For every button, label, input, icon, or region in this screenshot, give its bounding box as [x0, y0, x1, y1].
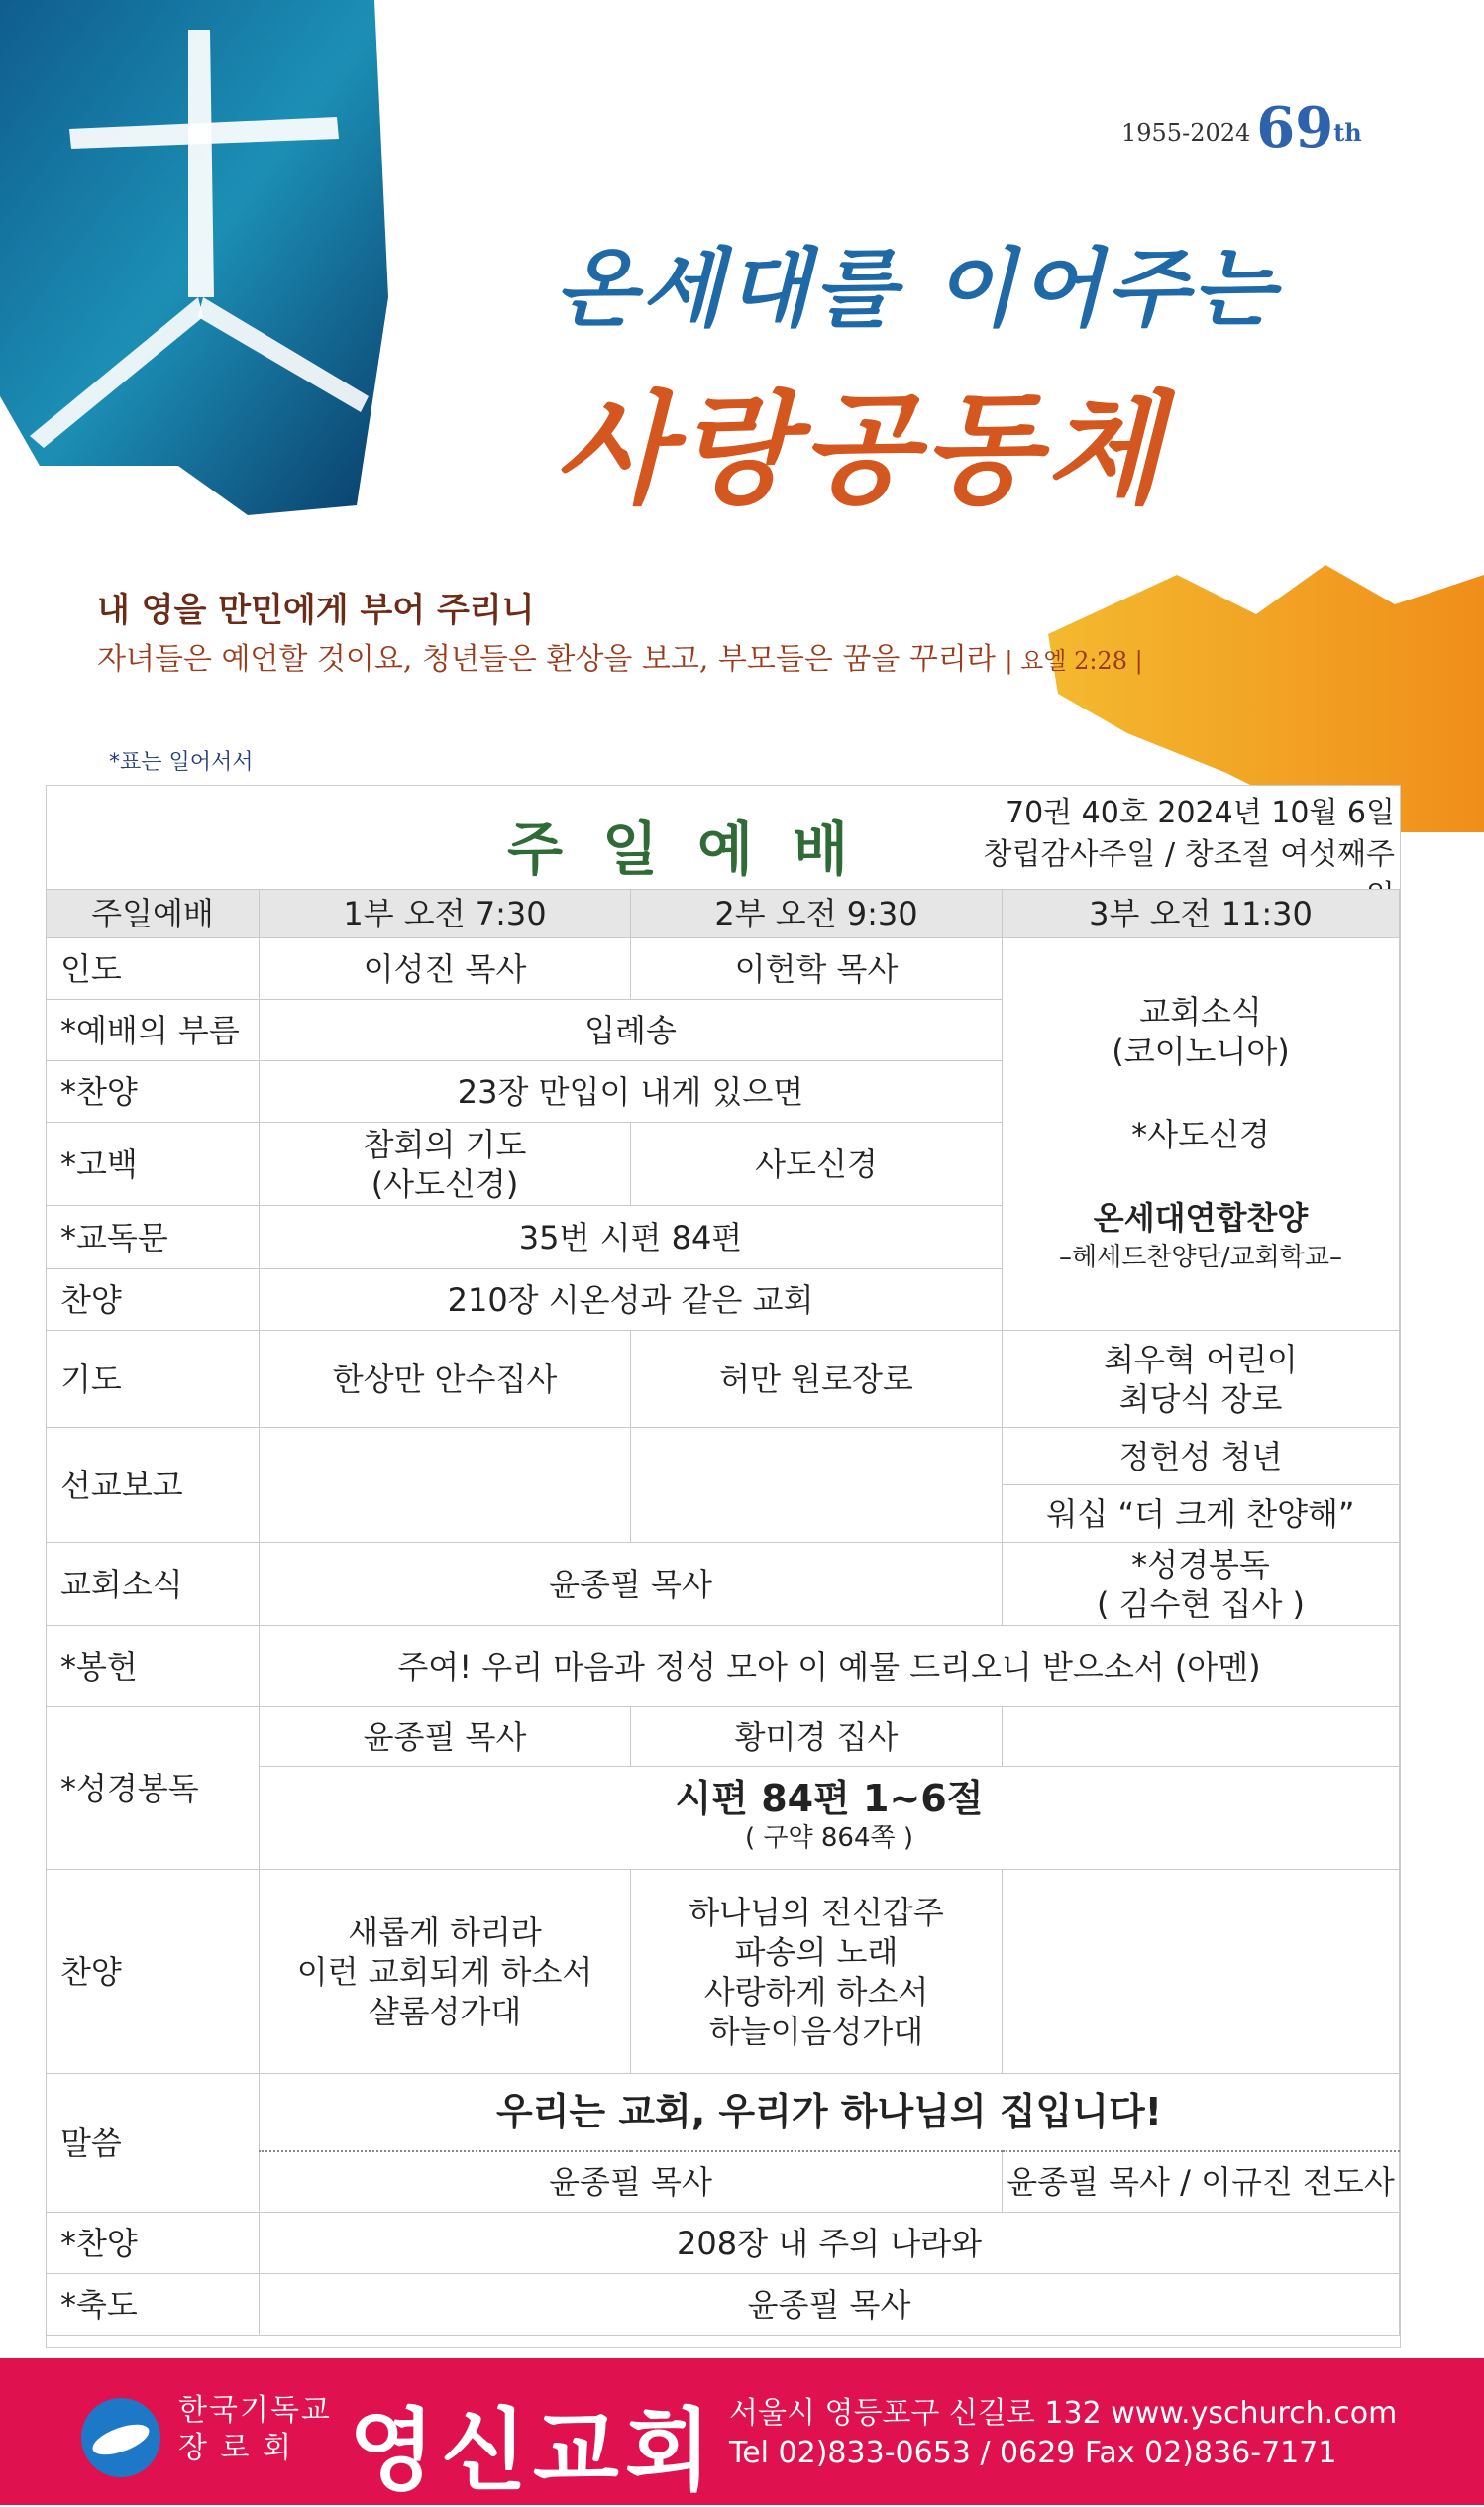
row-label: *고백	[47, 1123, 260, 1206]
issue-number: 70권 40호 2024년 10월 6일	[1005, 796, 1395, 830]
anthem-s1-choir: 샬롬성가대	[368, 1992, 522, 2030]
table-row	[47, 2213, 1400, 2274]
header-cell: 2부 오전 9:30	[631, 890, 1003, 938]
table-header-row	[47, 890, 1400, 938]
row-label: *찬양	[47, 1061, 260, 1123]
anthem-s1-line1: 새롭게 하리라	[348, 1912, 542, 1951]
cell: 한상만 안수집사	[260, 1331, 631, 1428]
cell: 윤종필 목사	[260, 2151, 1003, 2213]
table-row	[47, 1331, 1400, 1428]
row-label: *성경봉독	[47, 1707, 260, 1870]
row-label: 찬양	[47, 1269, 260, 1331]
cell: 윤종필 목사	[260, 2274, 1400, 2336]
standing-note: *표는 일어서서	[109, 750, 254, 775]
scripture-page: ( 구약 864쪽 )	[744, 1822, 914, 1853]
cell: 입례송	[260, 1000, 1003, 1061]
table-row	[47, 1707, 1400, 1767]
table-row	[47, 938, 1400, 1000]
row-label: *예배의 부름	[47, 1000, 260, 1061]
row-label: *찬양	[47, 2213, 260, 2274]
cell: 윤종필 목사	[260, 1543, 1003, 1626]
cell	[260, 1123, 631, 1206]
cell: 이헌학 목사	[631, 938, 1003, 1000]
anniversary-suffix: th	[1333, 118, 1362, 147]
row-label: 말씀	[47, 2074, 260, 2213]
cell: 정헌성 청년	[1003, 1428, 1400, 1485]
cell: 윤종필 목사	[260, 1707, 631, 1767]
cell	[1003, 1707, 1400, 1767]
table-row	[47, 1428, 1400, 1485]
worship-title: 주일예배	[507, 816, 889, 883]
anthem-s2-line3: 사랑하게 하소서	[703, 1972, 929, 2011]
row-label: 기도	[47, 1331, 260, 1428]
cell	[1003, 1543, 1400, 1626]
header-cell: 3부 오전 11:30	[1003, 890, 1400, 938]
table-row	[47, 2074, 1400, 2151]
table-row	[47, 1543, 1400, 1626]
row-label: 선교보고	[47, 1428, 260, 1543]
cross-brush-artwork	[0, 0, 396, 515]
cell: 워십 “더 크게 찬양해”	[1003, 1485, 1400, 1543]
verse-body	[97, 634, 1143, 678]
cell	[631, 1428, 1003, 1543]
table-row	[47, 2274, 1400, 2336]
table-row	[47, 1870, 1400, 2074]
denomination	[178, 2392, 332, 2467]
cell: 허만 원로장로	[631, 1331, 1003, 1428]
prayer-s3-line2: 최당식 장로	[1118, 1379, 1283, 1418]
header-cell: 주일예배	[47, 890, 260, 938]
cell: 35번 시편 84편	[260, 1206, 1003, 1269]
anthem-s2-choir: 하늘이음성가대	[708, 2012, 924, 2050]
cell	[1003, 1331, 1400, 1428]
table-row	[47, 1626, 1400, 1707]
s3-creed: *사도신경	[1131, 1115, 1270, 1153]
cell	[260, 1870, 631, 2074]
church-logo-icon	[81, 2398, 160, 2477]
church-contact	[729, 2394, 1397, 2473]
cell	[260, 1767, 1400, 1870]
worship-order-table	[46, 889, 1400, 2336]
row-label: *봉헌	[47, 1626, 260, 1707]
theme-title-line2: 사랑공동체	[555, 378, 1169, 520]
theme-title-line1: 온세대를 이어주는	[555, 239, 1279, 339]
header-cell: 1부 오전 7:30	[260, 890, 631, 938]
anniversary-years	[1121, 95, 1362, 161]
issue-subtitle: 창립감사주일 / 창조절 여섯째주	[983, 837, 1395, 872]
row-label: *축도	[47, 2274, 260, 2336]
verse-reference: | 요엘 2:28 |	[1005, 647, 1143, 675]
anniversary-number: 69	[1256, 95, 1334, 161]
cell: 210장 시온성과 같은 교회	[260, 1269, 1003, 1331]
denomination-line1: 한국기독교	[178, 2393, 332, 2428]
cell	[631, 1870, 1003, 2074]
row-label: 인도	[47, 938, 260, 1000]
cell: 윤종필 목사 / 이규진 전도사	[1003, 2151, 1400, 2213]
cell: 사도신경	[631, 1123, 1003, 1206]
denomination-line2: 장 로 회	[178, 2431, 294, 2465]
anthem-s1-line2: 이런 교회되게 하소서	[296, 1952, 593, 1991]
service3-block	[1003, 938, 1400, 1331]
cell: 23장 만입이 내게 있으면	[260, 1061, 1003, 1123]
verse-text: 자녀들은 예언할 것이요, 청년들은 환상을 보고, 부모들은 꿈을 꾸리라	[97, 642, 996, 677]
anthem-s2-line2: 파송의 노래	[734, 1932, 899, 1971]
confession-line2: (사도신경)	[371, 1164, 519, 1203]
notices-s3-line1: *성경봉독	[1131, 1545, 1270, 1583]
s3-choir: 온세대연합찬양	[1093, 1198, 1309, 1237]
s3-choir-sub: –헤세드찬양단/교회학교–	[1059, 1242, 1342, 1272]
anthem-s2-line1: 하나님의 전신갑주	[689, 1893, 944, 1931]
church-phone: Tel 02)833-0653 / 0629 Fax 02)836-7171	[729, 2436, 1337, 2470]
s3-news: 교회소식	[1139, 992, 1262, 1031]
cell	[260, 1428, 631, 1543]
row-label: 교회소식	[47, 1543, 260, 1626]
confession-line1: 참회의 기도	[363, 1125, 527, 1163]
church-name: 영신교회	[349, 2399, 717, 2503]
cell: 208장 내 주의 나라와	[260, 2213, 1400, 2274]
cell	[1003, 1870, 1400, 2074]
church-footer	[0, 2358, 1484, 2505]
cell: 주여! 우리 마음과 정성 모아 이 예물 드리오니 받으소서 (아멘)	[260, 1626, 1400, 1707]
years-range: 1955-2024	[1121, 119, 1251, 147]
verse-heading: 내 영을 만민에게 부어 주리니	[97, 591, 535, 630]
church-address: 서울시 영등포구 신길로 132 www.yschurch.com	[729, 2396, 1398, 2431]
s3-news-sub: (코이노니아)	[1112, 1032, 1290, 1070]
row-label: *교독문	[47, 1206, 260, 1269]
cell: 황미경 집사	[631, 1707, 1003, 1767]
prayer-s3-line1: 최우혁 어린이	[1104, 1340, 1298, 1378]
sermon-title: 우리는 교회, 우리가 하나님의 집입니다!	[260, 2074, 1400, 2151]
row-label: 찬양	[47, 1870, 260, 2074]
scripture-passage: 시편 84편 1~6절	[675, 1776, 984, 1820]
cell: 이성진 목사	[260, 938, 631, 1000]
notices-s3-line2: ( 김수현 집사 )	[1096, 1584, 1306, 1623]
